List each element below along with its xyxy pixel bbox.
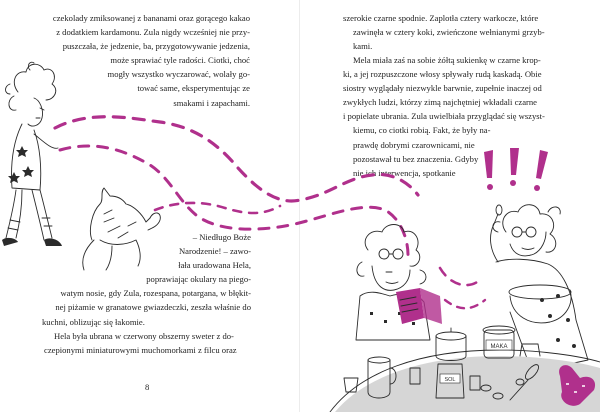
text-line: pozostawał tu bez znaczenia. Gdyby [353,153,479,164]
cat-illustration [83,188,161,270]
text-line: mogły wszystko wyczarować, wolały go- [107,69,250,80]
text-line: kami. [353,41,373,52]
text-line: może sprawiać tyle radości. Ciotki, choć [110,55,250,66]
page-number: 8 [145,382,150,392]
text-line: prawdę dobrymi czarownicami, nie [353,139,475,150]
aunt-reading-illustration [356,225,442,341]
bag-label: SOL [444,377,456,383]
text-line: poprawiając okulary na piego- [146,274,251,285]
text-line: łała uradowana Hela, [178,260,251,271]
text-line: kuchni, oblizując się łakomie. [42,316,145,327]
text-line: Mela miała zaś na sobie żółtą sukienkę w czarne krop- [353,55,541,65]
girl-zula-illustration [2,62,62,246]
text-line: nej piżamie w granatowe gwiazdeczki, zeszła właśnie do [55,302,251,313]
text-line: czekolady zmiksowanej z bananami oraz gorącego kakao [52,13,250,23]
text-line: zawinęła w cztery koki, zwieńczone wełnianymi grzyb- [353,27,545,38]
text-line: Narodzenie! – zawo- [178,246,251,257]
text-line: i popielate ubrania. Zula uwielbiała przyglądać się wszyst- [343,111,545,122]
text-line: szerokie czarne spodnie. Zaplotła cztery warkocze, które [343,13,539,23]
text-line: siostry wyglądały niezwykle barwnie, zupełnie inaczej od [343,83,542,94]
text-line: kiemu, co ciotki robią. Fakt, że były na- [353,125,491,136]
text-line: czepionymi miniaturowymi muchomorkami z filcu oraz [44,345,237,356]
text-line: smakami i zapachami. [173,97,250,108]
text-line: – Niedługo Boże [192,232,251,242]
text-line: zwykłych ludzi, którzy zimą najchętniej wkładali czarne [343,97,537,108]
text-line: z dodatkiem kardamonu. Zula nigdy wcześniej nie przy- [56,27,250,38]
text-line: Hela była ubrana w czerwony obszerny sweter z do- [54,331,234,341]
scent-trail-lines [55,117,485,309]
jar-label: MAKA [490,344,508,350]
text-line: watym nosie, gdy Zula, rozespana, potargana, w błękit- [60,288,251,299]
text-line: ki, a jej rozpuszczone włosy spływały rudą kaskadą. Obie [343,69,542,80]
text-line: puszczała, że jedzenie, ba, przygotowywanie jedzenia, [62,41,250,52]
text-line: tować same, eksperymentując ze [137,83,250,94]
text-line: nie ich interwencja, spotkanie [353,167,456,178]
exclamation-marks [484,148,548,191]
